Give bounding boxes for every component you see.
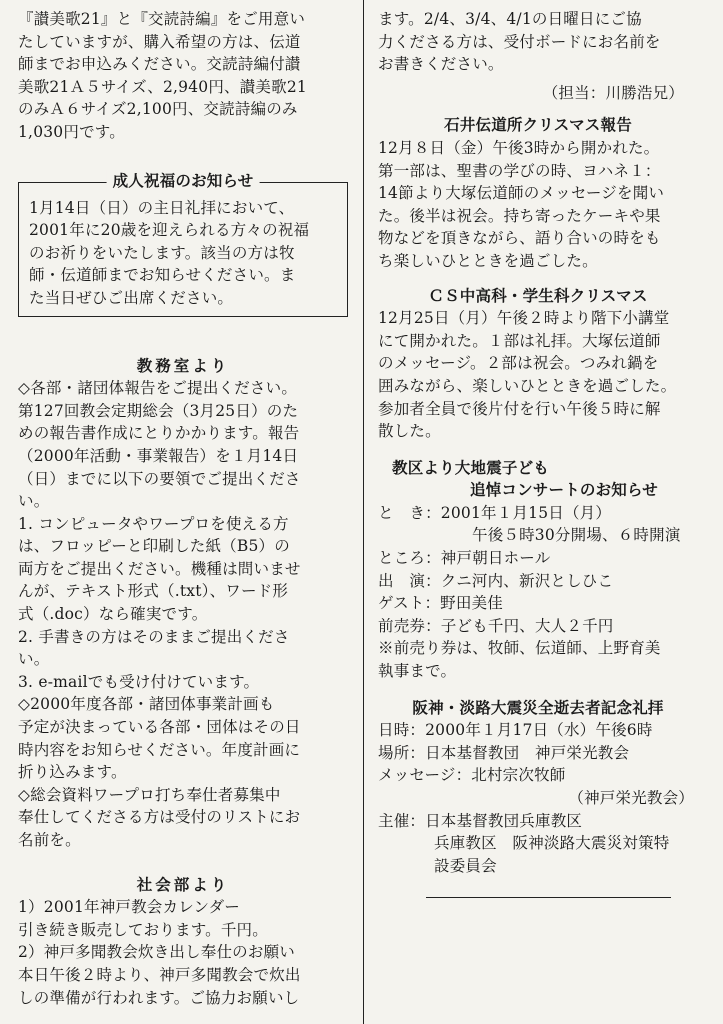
memorial-host-line: 設委員会 [434,856,497,875]
cs-line: のメッセージ。２部は祝会。つみれ鍋を [378,354,659,373]
left-column [18,8,348,1024]
right-column [378,8,698,1024]
continued-line: 力くださる方は、受付ボードにお名前を [378,32,661,51]
coming-of-age-line: のお祈りをいたします。該当の方は牧 [29,243,295,262]
cs-line: 参加者全員で後片付を行い午後５時に解 [378,399,661,418]
cs-christmas-section [378,285,698,443]
hymnal-line: 1,030円です。 [18,122,125,141]
academic-line: 3. e-mailでも受け付けています。 [18,672,260,691]
hymnal-line: のみＡ６サイズ2,100円、交読詩編のみ [18,100,298,119]
academic-line: 奉仕してくださる方は受付のリストにお [18,808,301,827]
concert-heading-2: 追悼コンサートのお知らせ [470,481,658,500]
academic-line: 時内容をお知らせください。年度計画に [18,740,301,759]
academic-line: ◇各部・諸団体報告をご提出ください。 [18,379,298,398]
memorial-line: 日時：2000年１月17日（水）午後6時 [378,721,653,740]
academic-line: 予定が決まっている各部・団体はその日 [18,718,301,737]
academic-line: い。 [18,492,50,511]
memorial-host: 主催：日本基督教団兵庫教区 [378,811,583,830]
hymnal-line: 師までお申込みください。交読詩編付讃 [18,55,301,74]
concert-line: ところ：神戸朝日ホール [378,549,551,568]
social-dept-heading: 社会部より [136,875,230,894]
academic-line: 式（.doc）なら確実です。 [18,605,208,624]
coming-of-age-line: 2001年に20歳を迎えられる方々の祝福 [29,221,310,240]
academic-line: は、フロッピーと印刷した紙（B5）の [18,537,290,556]
concert-line: ※前売り券は、牧師、伝道師、上野育美 [378,639,661,658]
closing-rule [426,897,671,898]
concert-heading-1: 教区より大地震子ども [392,458,550,477]
memorial-church: （神戸栄光教会） [568,789,694,807]
concert-line: 出 演：クニ河内、新沢としひこ [378,571,614,590]
coming-of-age-box [18,171,348,317]
social-line: 1）2001年神戸教会カレンダー [18,898,241,917]
coming-of-age-line: 師・伝道師までお知らせください。ま [29,266,296,285]
concert-line: 執事まで。 [378,662,457,681]
ishii-line: ち楽しいひとときを過ごした。 [378,251,598,270]
cs-line: 散した。 [378,422,441,441]
academic-line: 折り込みます。 [18,763,127,782]
hymnal-line: 『讃美歌21』と『交読詩編』をご用意い [18,10,306,28]
academic-affairs-section [18,355,348,852]
hymnal-line: たしていますが、購入希望の方は、伝道 [18,32,301,51]
coming-of-age-line: 1月14日（日）の主日礼拝において、 [29,198,295,217]
academic-line: （日）までに以下の要領でご提出くださ [18,469,301,488]
cs-christmas-heading: ＣＳ中高科・学生科クリスマス [428,286,648,305]
academic-line: ◇総会資料ワープロ打ち奉仕者募集中 [18,785,281,804]
academic-line: めの報告書作成にとりかかります。報告 [18,424,300,443]
hymnal-line: 美歌21Ａ５サイズ、2,940円、讃美歌21 [18,77,307,96]
academic-line: 第127回教会定期総会（3月25日）のた [18,401,299,420]
social-line: しの準備が行われます。ご協力お願いし [18,988,300,1007]
concert-time: 午後５時30分開場、６時開演 [472,526,681,545]
academic-line: い。 [18,650,50,669]
column-divider [363,0,364,1024]
cs-line: 囲みながら、楽しいひとときを過ごした。 [378,376,677,395]
academic-line: 1. コンピュータやワープロを使える方 [18,514,289,533]
hymnal-notice [18,8,348,144]
social-dept-continued [378,8,698,104]
memorial-line: メッセージ：北村宗次牧師 [378,766,566,785]
ishii-christmas-heading: 石井伝道所クリスマス報告 [444,116,632,135]
ishii-line: 第一部は、聖書の学びの時、ヨハネ１： [378,161,661,180]
academic-line: 2. 手書きの方はそのままご提出くださ [18,627,290,646]
coming-of-age-line: た当日ぜひご出席ください。 [29,288,234,307]
social-line: 本日午後２時より、神戸多聞教会で炊出 [18,965,301,984]
earthquake-memorial-section [378,697,698,899]
memorial-heading: 阪神・淡路大震災全逝去者記念礼拝 [412,698,664,717]
social-line: 2）神戸多聞教会炊き出し奉仕のお願い [18,943,295,962]
memorial-host-line: 兵庫教区 阪神淡路大震災対策特 [434,834,670,853]
continued-line: ます。2/4、3/4、4/1の日曜日にご協 [378,10,642,28]
social-dept-section [18,874,348,1010]
concert-line: ゲスト：野田美佳 [378,594,503,613]
ishii-line: た。後半は祝会。持ち寄ったケーキや果 [378,206,661,225]
concert-line: と き：2001年１月15日（月） [378,503,612,522]
academic-affairs-heading: 教務室より [136,356,230,375]
academic-line: んが、テキスト形式（.txt）、ワード形 [18,582,289,601]
academic-line: ◇2000年度各部・諸団体事業計画も [18,695,275,714]
social-line: 引き続き販売しております。千円。 [18,920,268,939]
cs-line: にて開かれた。１部は礼拝。大塚伝道師 [378,331,661,350]
ishii-line: 物などを頂きながら、語り合いの時をも [378,229,661,248]
memorial-concert-section [378,457,698,683]
academic-line: （2000年活動・事業報告）を１月14日 [18,446,299,465]
ishii-line: 12月８日（金）午後3時から開かれた。 [378,138,660,157]
academic-line: 両方をご提出ください。機種は問いませ [18,559,301,578]
ishii-christmas-section [378,114,698,272]
ishii-line: 14節より大塚伝道師のメッセージを聞い [378,184,665,203]
academic-line: 名前を。 [18,831,81,849]
concert-line: 前売券：子ども千円、大人２千円 [378,616,614,635]
coming-of-age-title: 成人祝福のお知らせ [107,170,260,193]
memorial-line: 場所：日本基督教団 神戸栄光教会 [378,743,630,762]
continued-line: お書きください。 [378,55,504,74]
person-in-charge: （担当：川勝浩兄） [542,83,684,102]
cs-line: 12月25日（月）午後２時より階下小講堂 [378,309,670,328]
